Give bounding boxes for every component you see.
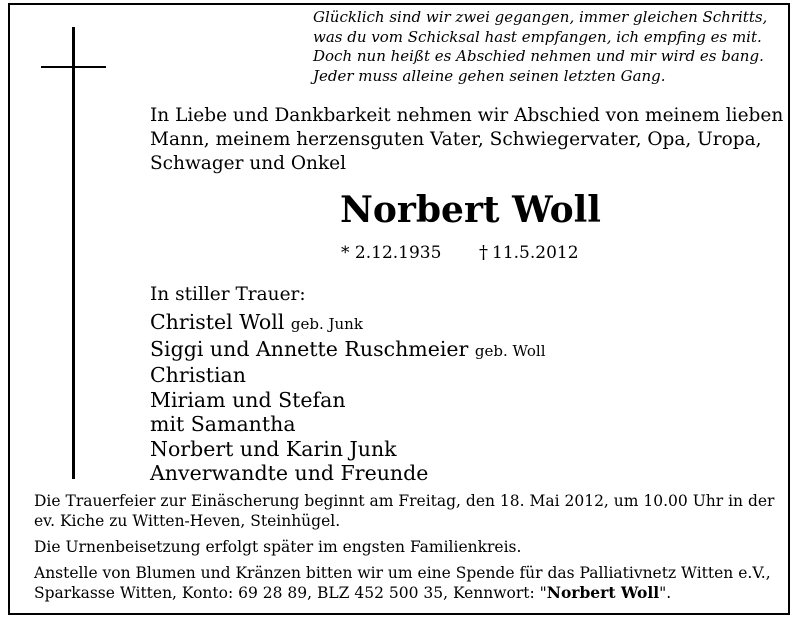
funeral-notes xyxy=(34,491,774,603)
donation-note xyxy=(34,563,774,603)
death-date: 11.5.2012 xyxy=(492,243,579,263)
poem-line: Jeder muss alleine gehen seinen letzten Gang. xyxy=(313,66,666,85)
mourner-item xyxy=(150,412,546,437)
mourner-item xyxy=(150,388,546,413)
mourners-list xyxy=(150,310,546,486)
donation-keyword: Norbert Woll xyxy=(546,583,660,602)
dagger-icon: † xyxy=(479,242,488,263)
mourner-name: Siggi und Annette Ruschmeier xyxy=(150,336,469,361)
ceremony-line: Die Trauerfeier zur Einäscherung beginnt am Freitag, den 18. Mai 2012, um 10.00 Uhr in der xyxy=(34,492,775,510)
mourner-item xyxy=(150,363,546,388)
urn-note: Die Urnenbeisetzung erfolgt später im engsten Familienkreis. xyxy=(34,538,522,556)
farewell-line: In Liebe und Dankbarkeit nehmen wir Abschied von meinem lieben xyxy=(150,105,784,126)
farewell-line: Mann, meinem herzensguten Vater, Schwiegervater, Opa, Uropa, xyxy=(150,129,762,150)
farewell-line: Schwager und Onkel xyxy=(150,153,347,174)
poem-line: was du vom Schicksal hast empfangen, ich empfing es mit. xyxy=(313,27,762,46)
mourner-name: Christian xyxy=(150,363,246,387)
mourner-maiden-name: geb. Woll xyxy=(474,341,546,360)
poem-line: Doch nun heißt es Abschied nehmen und mir wird es bang. xyxy=(313,47,764,65)
mourner-item xyxy=(150,437,546,462)
donation-line-prefix: Sparkasse Witten, Konto: 69 28 89, BLZ 452 500 35, Kennwort: " xyxy=(34,584,547,602)
poem xyxy=(313,8,767,86)
poem-line: Glücklich sind wir zwei gegangen, immer gleichen Schritts, xyxy=(313,8,768,26)
cross-horizontal-bar xyxy=(41,66,106,68)
mourning-label: In stiller Trauer: xyxy=(150,284,306,305)
mourner-name: Anverwandte und Freunde xyxy=(150,461,429,485)
donation-line-suffix: ". xyxy=(659,584,672,602)
mourner-name: Miriam und Stefan xyxy=(150,387,346,412)
mourner-item xyxy=(150,337,546,364)
deceased-name: Norbert Woll xyxy=(340,189,601,231)
farewell-text xyxy=(150,104,783,176)
mourner-item xyxy=(150,310,546,337)
mourner-maiden-name: geb. Junk xyxy=(290,315,363,333)
ceremony-note xyxy=(34,491,774,531)
ceremony-line: ev. Kiche zu Witten-Heven, Steinhügel. xyxy=(34,512,341,530)
cross-vertical-bar xyxy=(72,27,75,479)
mourner-item xyxy=(150,461,546,486)
birth-date: * 2.12.1935 xyxy=(341,243,442,263)
death-date-block xyxy=(479,242,579,264)
mourner-name: mit Samantha xyxy=(150,412,296,436)
donation-line: Anstelle von Blumen und Kränzen bitten wir um eine Spende für das Palliativnetz Witten e.V., xyxy=(34,564,771,582)
mourner-name: Norbert und Karin Junk xyxy=(150,436,397,461)
mourner-name: Christel Woll xyxy=(150,310,285,334)
